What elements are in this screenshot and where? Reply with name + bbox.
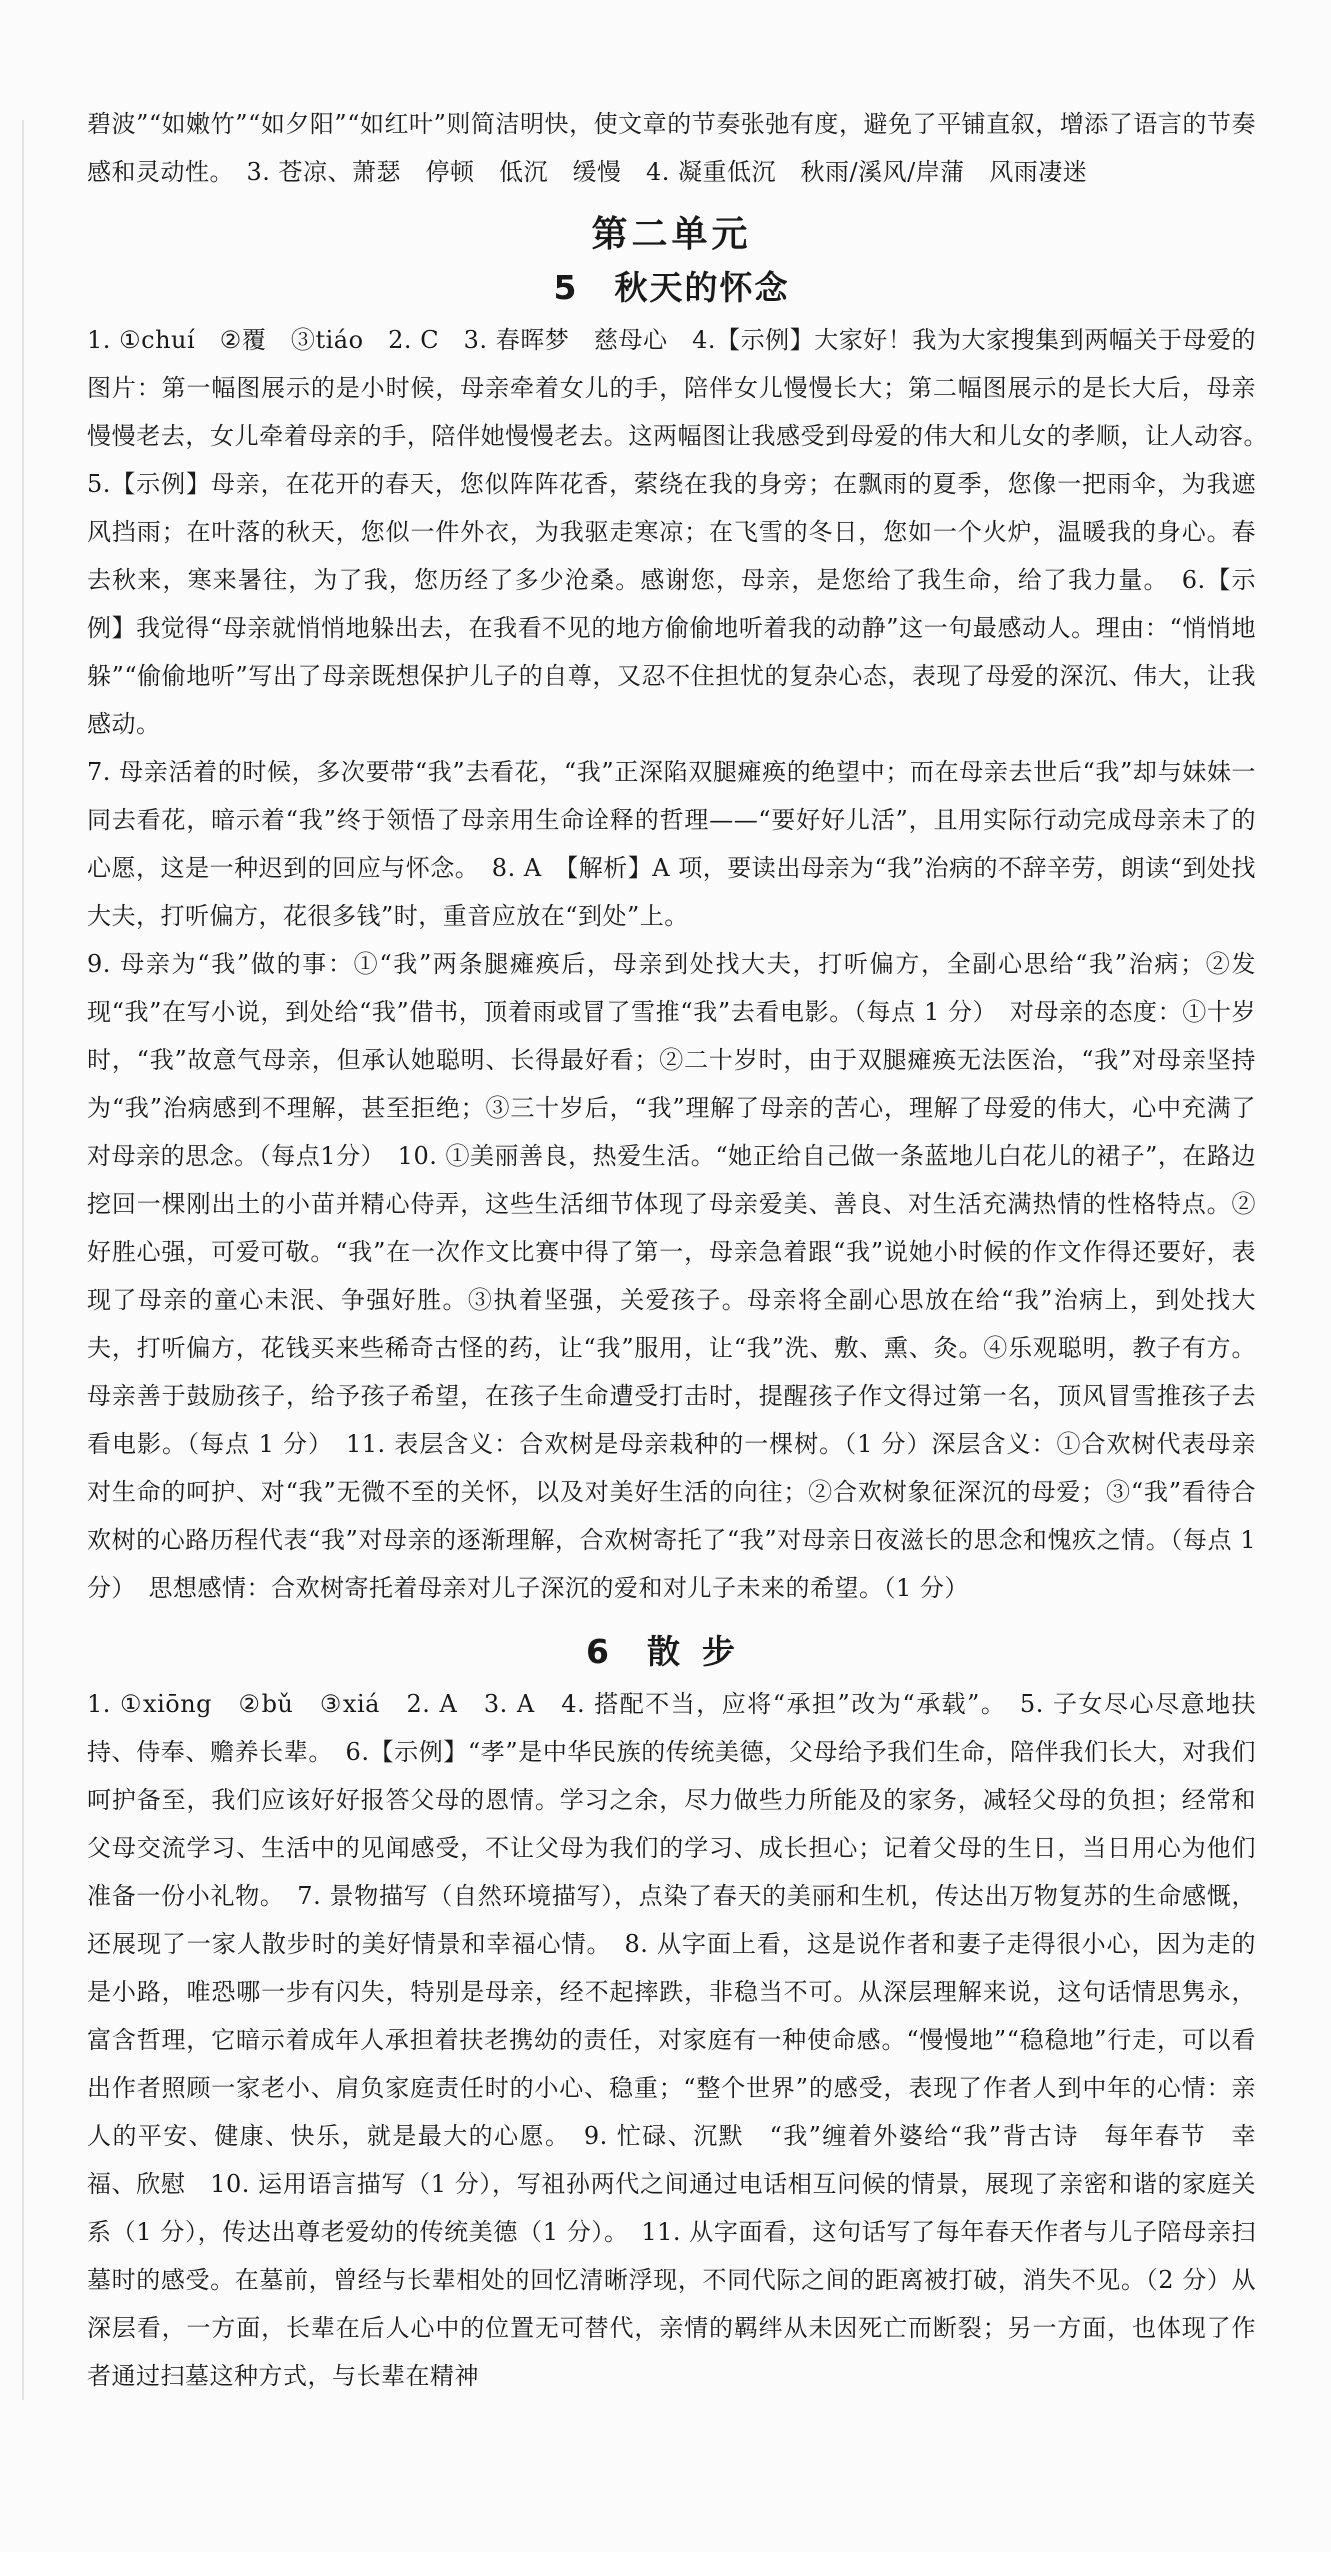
lesson-5-title: 秋天的怀念	[614, 268, 790, 307]
lesson-5-answers-part-1: 1. ①chuí ②覆 ③tiáo 2. C 3. 春晖梦 慈母心 4.【示例】大家好！我为大家搜集到两幅关于母爱的图片：第一幅图展示的是小时候，母亲牵着女儿的手，陪伴女儿慢慢长大；第二幅图展示的是长大后，母亲慢慢老去，女儿牵着母亲的手，陪伴她慢慢老去。这两幅图让我感受到母爱的伟大和儿女的孝顺，让人动容。 5.【示例】母亲，在花开的春天，您似阵阵花香，萦绕在我的身旁；在飘雨的夏季，您像一把雨伞，为我遮风挡雨；在叶落的秋天，您似一件外衣，为我驱走寒凉；在飞雪的冬日，您如一个火炉，温暖我的身心。春去秋来，寒来暑往，为了我，您历经了多少沧桑。感谢您，母亲，是您给了我生命，给了我力量。 6.【示例】我觉得“母亲就悄悄地躲出去，在我看不见的地方偷偷地听着我的动静”这一句最感动人。理由：“悄悄地躲”“偷偷地听”写出了母亲既想保护儿子的自尊，又忍不住担忧的复杂心态，表现了母爱的深沉、伟大，让我感动。	[87, 326, 1281, 738]
lesson-6-answers: 1. ①xiōng ②bǔ ③xiá 2. A 3. A 4. 搭配不当，应将“承担”改为“承载”。 5. 子女尽心尽意地扶持、侍奉、赡养长辈。 6.【示例】“孝”是中华民族的传统美德，父母给予我们生命，陪伴我们长大，对我们呵护备至，我们应该好好报答父母的恩情。学习之余，尽力做些力所能及的家务，减轻父母的负担；经常和父母交流学习、生活中的见闻感受，不让父母为我们的学习、成长担心；记着父母的生日，当日用心为他们准备一份小礼物。 7. 景物描写（自然环境描写），点染了春天的美丽和生机，传达出万物复苏的生命感慨，还展现了一家人散步时的美好情景和幸福心情。 8. 从字面上看，这是说作者和妻子走得很小心，因为走的是小路，唯恐哪一步有闪失，特别是母亲，经不起摔跌，非稳当不可。从深层理解来说，这句话情思隽永，富含哲理，它暗示着成年人承担着扶老携幼的责任，对家庭有一种使命感。“慢慢地”“稳稳地”行走，可以看出作者照顾一家老小、肩负家庭责任时的小心、稳重；“整个世界”的感受，表现了作者人到中年的心情：亲人的平安、健康、快乐，就是最大的心愿。 9. 忙碌、沉默 “我”缠着外婆给“我”背古诗 每年春节 幸福、欣慰 10. 运用语言描写（1 分），写祖孙两代之间通过电话相互问候的情景，展现了亲密和谐的家庭关系（1 分），传达出尊老爱幼的传统美德（1 分）。 11. 从字面看，这句话写了每年春天作者与儿子陪母亲扫墓时的感受。在墓前，曾经与长辈相处的回忆清晰浮现，不同代际之间的距离被打破，消失不见。（2 分）从深层看，一方面，长辈在后人心中的位置无可替代，亲情的羁绊从未因死亡而断裂；另一方面，也体现了作者通过扫墓这种方式，与长辈在精神	[87, 1690, 1256, 2390]
lesson-5-answers-part-3: 9. 母亲为“我”做的事：①“我”两条腿瘫痪后，母亲到处找大夫，打听偏方，全副心思给“我”治病；②发现“我”在写小说，到处给“我”借书，顶着雨或冒了雪推“我”去看电影。（每点 1 分） 对母亲的态度：①十岁时，“我”故意气母亲，但承认她聪明、长得最好看；②二十岁时，由于双腿瘫痪无法医治，“我”对母亲坚持为“我”治病感到不理解，甚至拒绝；③三十岁后，“我”理解了母亲的苦心，理解了母爱的伟大，心中充满了对母亲的思念。（每点1分） 10. ①美丽善良，热爱生活。“她正给自己做一条蓝地儿白花儿的裙子”，在路边挖回一棵刚出土的小苗并精心侍弄，这些生活细节体现了母亲爱美、善良、对生活充满热情的性格特点。②好胜心强，可爱可敬。“我”在一次作文比赛中得了第一，母亲急着跟“我”说她小时候的作文作得还要好，表现了母亲的童心未泯、争强好胜。③执着坚强，关爱孩子。母亲将全副心思放在给“我”治病上，到处找大夫，打听偏方，花钱买来些稀奇古怪的药，让“我”服用，让“我”洗、敷、熏、灸。④乐观聪明，教子有方。母亲善于鼓励孩子，给予孩子希望，在孩子生命遭受打击时，提醒孩子作文得过第一名，顶风冒雪推孩子去看电影。（每点 1 分） 11. 表层含义：合欢树是母亲栽种的一棵树。（1 分）深层含义：①合欢树代表母亲对生命的呵护、对“我”无微不至的关怀，以及对美好生活的向往；②合欢树象征深沉的母爱；③“我”看待合欢树的心路历程代表“我”对母亲的逐渐理解，合欢树寄托了“我”对母亲日夜滋长的思念和愧疚之情。（每点 1 分） 思想感情：合欢树寄托着母亲对儿子深沉的爱和对儿子未来的希望。（1 分）	[87, 950, 1256, 1602]
lesson-6-title: 散步	[646, 1632, 757, 1671]
lesson-5-heading	[87, 262, 1256, 314]
lesson-6-number: 6	[586, 1632, 611, 1671]
lesson-5-number: 5	[553, 268, 579, 307]
lesson-6-heading	[87, 1626, 1256, 1678]
unit-heading: 第二单元	[591, 214, 752, 255]
continued-answer-paragraph: 碧波”“如嫩竹”“如夕阳”“如红叶”则简洁明快，使文章的节奏张弛有度，避免了平铺直叙，增添了语言的节奏感和灵动性。 3. 苍凉、萧瑟 停顿 低沉 缓慢 4. 凝重低沉 秋雨/溪风/岸蒲 风雨凄迷	[87, 110, 1256, 186]
lesson-5-answers-part-2: 7. 母亲活着的时候，多次要带“我”去看花，“我”正深陷双腿瘫痪的绝望中；而在母亲去世后“我”却与妹妹一同去看花，暗示着“我”终于领悟了母亲用生命诠释的哲理——“要好好儿活”，且用实际行动完成母亲未了的心愿，这是一种迟到的回应与怀念。 8. A 【解析】A 项，要读出母亲为“我”治病的不辞辛劳，朗读“到处找大夫，打听偏方，花很多钱”时，重音应放在“到处”上。	[87, 758, 1256, 930]
binding-margin-line	[22, 120, 24, 2400]
